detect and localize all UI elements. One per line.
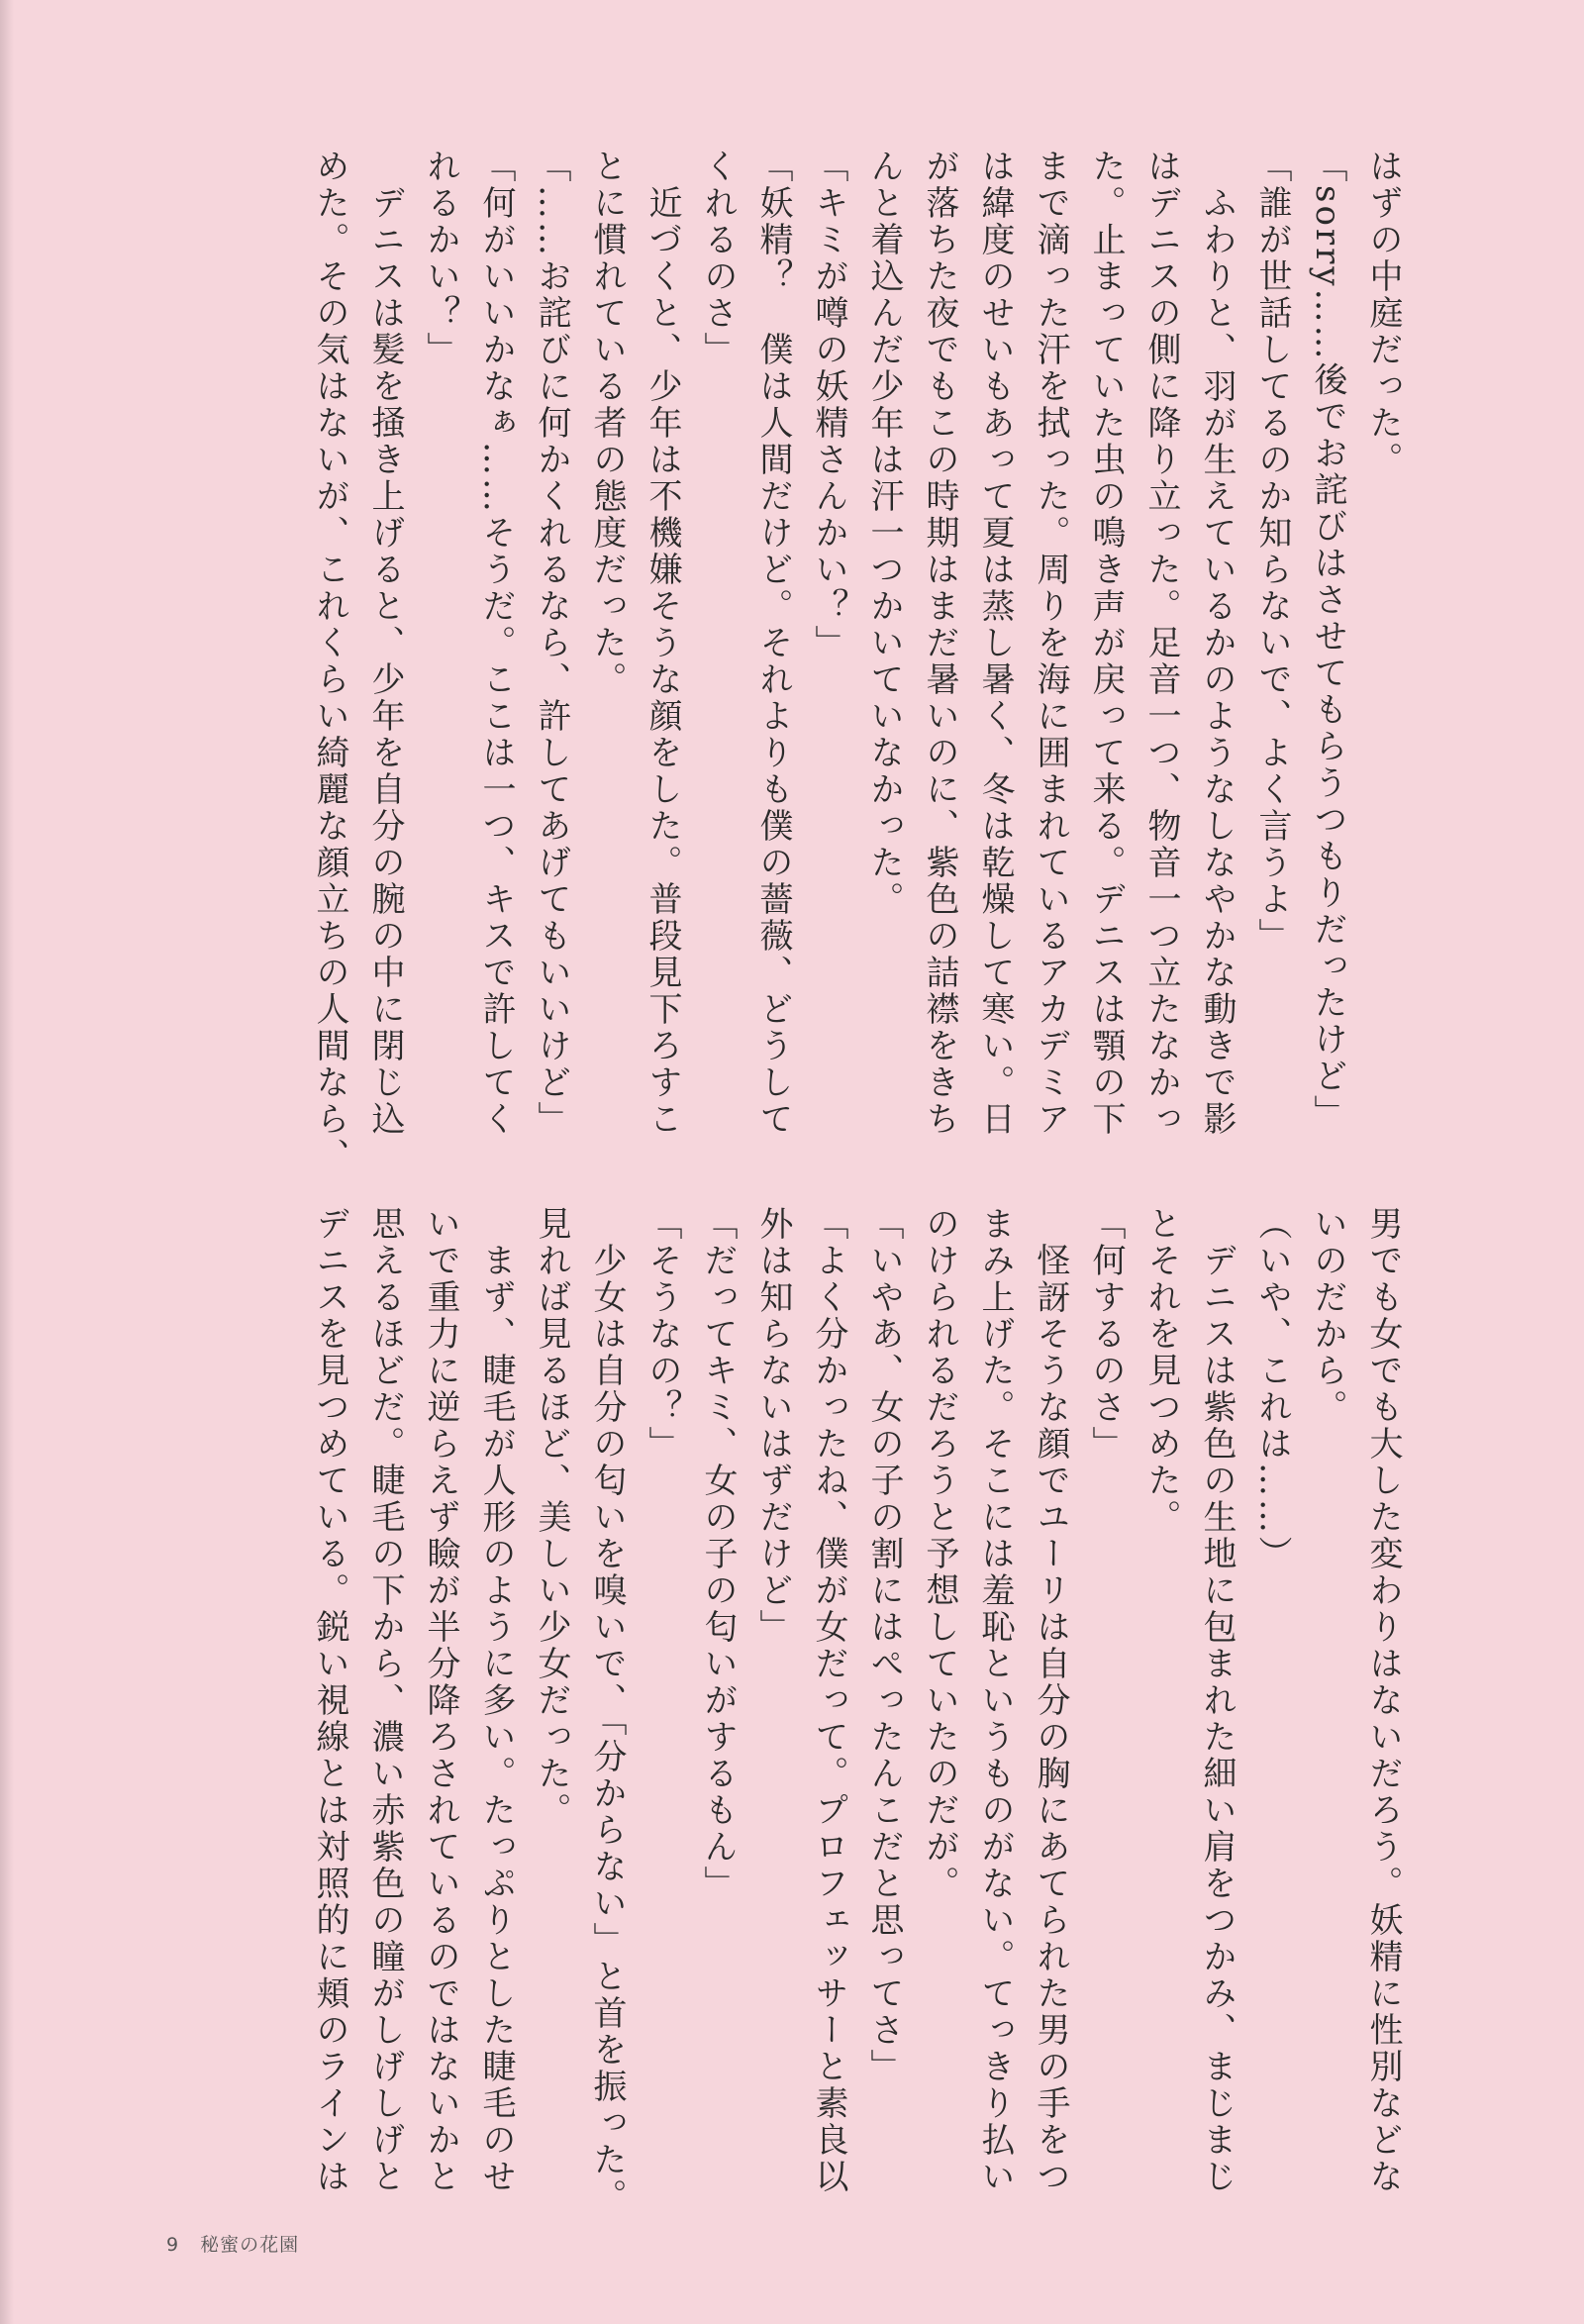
text-line: 「sorry……後でお詫びはさせてもらうつもりだったけど」 <box>1308 149 1347 1132</box>
text-line: 外は知らないはずだけど」 <box>753 1206 793 1646</box>
text-line: はずの中庭だった。 <box>1363 149 1403 478</box>
lower-text-block <box>302 1206 1411 2215</box>
text-line: デニスは紫色の生地に包まれた細い肩をつかみ、まじまじ <box>1197 1206 1237 2195</box>
text-line: 「何がいいかなぁ……そうだ。ここは一つ、キスで許してく <box>476 149 516 1138</box>
text-line: 「何するのさ」 <box>1086 1206 1126 1463</box>
text-line: 少女は自分の匂いを嗅いで、「分からない」と首を振った。 <box>587 1206 627 2215</box>
text-line: た。止まっていた虫の鳴き声が戻って来る。デニスは顎の下 <box>1086 149 1126 1138</box>
text-line: めた。その気はないが、これくらい綺麗な顔立ちの人間なら、 <box>310 149 349 1174</box>
text-line: 「キミが噂の妖精さんかい？」 <box>809 149 848 661</box>
text-line: 男でも女でも大した変わりはないだろう。妖精に性別などな <box>1363 1206 1403 2195</box>
text-line: が落ちた夜でもこの時期はまだ暑いのに、紫色の詰襟をきち <box>920 149 959 1138</box>
text-line: くれるのさ」 <box>698 149 738 368</box>
text-line: （いや、これは……） <box>1252 1206 1292 1572</box>
text-line: デニスは髪を掻き上げると、少年を自分の腕の中に閉じ込 <box>365 149 405 1138</box>
text-line: 「いやあ、女の子の割にはぺったんこだと思ってさ」 <box>864 1206 904 2085</box>
text-line: 「だってキミ、女の子の匂いがするもん」 <box>698 1206 738 1902</box>
text-line: とそれを見つめた。 <box>1141 1206 1181 1536</box>
text-line: まで滴った汗を拭った。周りを海に囲まれているアカデミア <box>1031 149 1070 1138</box>
text-line: 近づくと、少年は不機嫌そうな顔をした。普段見下ろすこ <box>643 149 682 1138</box>
text-line: は緯度のせいもあって夏は蒸し暑く、冬は乾燥して寒い。日 <box>975 149 1015 1138</box>
upper-text-block <box>302 149 1411 1174</box>
book-title: 秘蜜の花園 <box>200 2234 300 2256</box>
text-line: 「よく分かったね、僕が女だって。プロフェッサーと素良以 <box>809 1206 848 2195</box>
text-line: のけられるだろうと予想していたのだが。 <box>920 1206 959 1902</box>
text-line: まみ上げた。そこには羞恥というものがない。てっきり払い <box>975 1206 1015 2195</box>
text-line: 「誰が世話してるのか知らないで、よく言うよ」 <box>1252 149 1292 955</box>
text-line: はデニスの側に降り立った。足音一つ、物音一つ立たなかっ <box>1141 149 1181 1138</box>
text-line: いのだから。 <box>1308 1206 1347 1426</box>
text-line: いで重力に逆らえず瞼が半分降ろされているのではないかと <box>421 1206 460 2195</box>
page-number: 9 <box>166 2234 180 2256</box>
page-footer <box>166 2230 299 2257</box>
text-line: 見れば見るほど、美しい少女だった。 <box>532 1206 571 1829</box>
text-line: デニスを見つめている。鋭い視線とは対照的に頬のラインは <box>310 1206 349 2195</box>
text-line: 「そうなの？」 <box>643 1206 682 1463</box>
text-line: 「……お詫びに何かくれるなら、許してあげてもいいけど」 <box>532 149 571 1138</box>
text-line: 思えるほどだ。睫毛の下から、濃い赤紫色の瞳がしげしげと <box>365 1206 405 2195</box>
page-binding-edge <box>0 0 14 2324</box>
text-line: ふわりと、羽が生えているかのようなしなやかな動きで影 <box>1197 149 1237 1138</box>
text-line: んと着込んだ少年は汗一つかいていなかった。 <box>864 149 904 918</box>
text-line: 「妖精？ 僕は人間だけど。それよりも僕の薔薇、どうして <box>753 149 793 1138</box>
text-line: まず、睫毛が人形のように多い。たっぷりとした睫毛のせ <box>476 1206 516 2195</box>
text-line: れるかい？」 <box>421 149 460 368</box>
text-line: とに慣れている者の態度だった。 <box>587 149 627 698</box>
text-line: 怪訝そうな顔でユーリは自分の胸にあてられた男の手をつ <box>1031 1206 1070 2195</box>
